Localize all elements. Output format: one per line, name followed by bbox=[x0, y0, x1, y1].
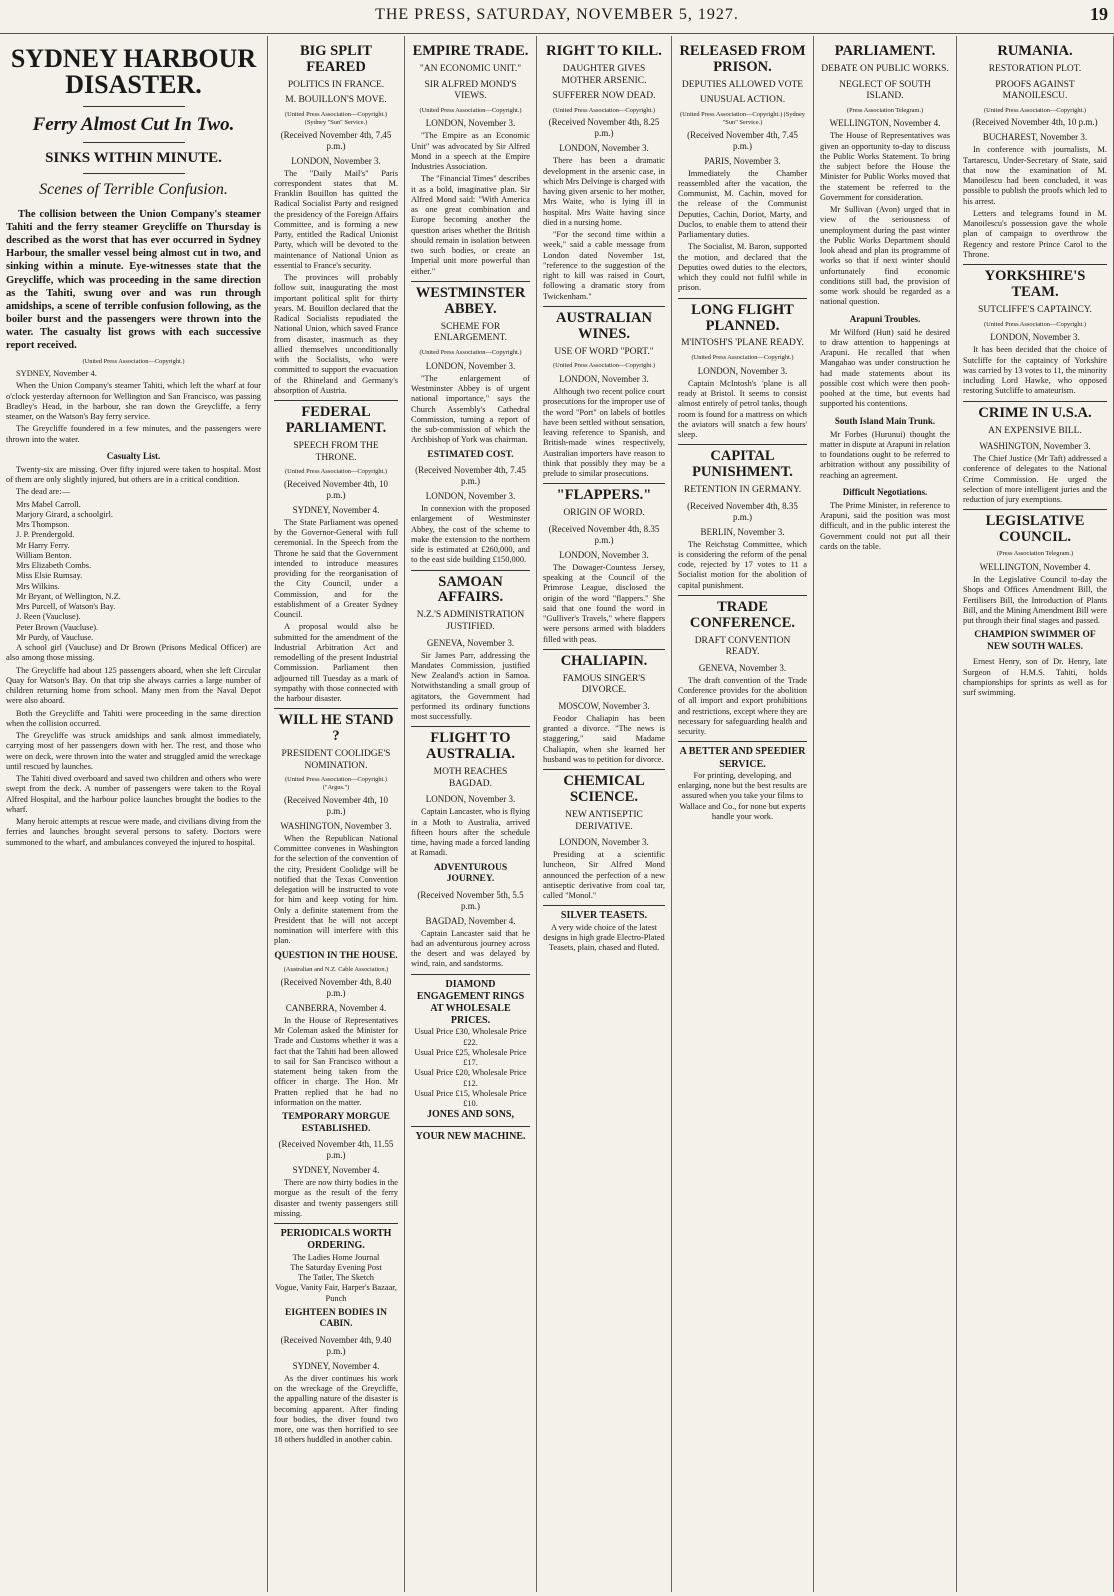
list-item: Mr Bryant, of Wellington, N.Z. bbox=[16, 591, 121, 601]
credit-line: (United Press Association—Copyright.) bbox=[552, 106, 656, 114]
credit-line: (Press Association Telegram.) bbox=[996, 550, 1074, 558]
received-line: (Received November 4th, 7.45 p.m.) bbox=[687, 129, 798, 151]
paragraph: In the House of Representatives Mr Coleman asked the Minister for Trade and Customs whether it was a fact that the Tahiti had been allowed to sail for San Francisco without a statement being taken from the officer in charge. The Hon. Mr Pratten replied that he had no information on the matter. bbox=[274, 1015, 398, 1107]
subheadline-3: Scenes of Terrible Confusion. bbox=[39, 181, 228, 199]
list-item: Mr Harry Ferry. bbox=[16, 540, 70, 550]
article-subhead: NEGLECT OF SOUTH ISLAND. bbox=[839, 79, 931, 102]
article-headline: CHALIAPIN. bbox=[543, 649, 665, 670]
received-line: (Received November 4th, 11.55 p.m.) bbox=[278, 1139, 394, 1161]
advert-item: Usual Price £25, Wholesale Price £17. bbox=[414, 1047, 527, 1068]
dateline: MOSCOW, November 3. bbox=[558, 700, 650, 711]
article-headline: LEGISLATIVE COUNCIL. bbox=[963, 509, 1107, 546]
column-6 bbox=[814, 36, 957, 1592]
article-headline: "FLAPPERS." bbox=[543, 483, 665, 504]
paragraph: Although two recent police court prosecutions for the improper use of the word "Port" on labels of bottles have been settled without sensation, leaving reference to Spanish, and British-made wines respectively, Australian importers have reason to think that possibly they may be a prelude to similar prosecutions. bbox=[543, 387, 665, 479]
paragraph: The dead are:— bbox=[16, 487, 70, 497]
advert-firm: JONES AND SONS, bbox=[427, 1109, 514, 1121]
advert-item: Usual Price £15, Wholesale Price £10. bbox=[414, 1088, 527, 1109]
credit-line: (United Press Association—Copyright.) bbox=[419, 348, 522, 356]
section-subhead: South Island Main Trunk. bbox=[834, 415, 936, 426]
article-headline: WESTMINSTER ABBEY. bbox=[411, 281, 530, 318]
advertisement bbox=[274, 1223, 398, 1304]
dateline: LONDON, November 3. bbox=[559, 549, 649, 560]
advertisement bbox=[411, 1126, 530, 1143]
paragraph: There has been a dramatic development in the arsenic case, in which Mrs Delvinge is charged with having given arsenic to her mother, Mrs Waite, who is lying ill in hospital. Mrs Waite having since died in a nursing home. bbox=[543, 156, 665, 227]
column-2 bbox=[268, 36, 405, 1592]
dateline: LONDON, November 3. bbox=[425, 360, 516, 371]
divider bbox=[83, 142, 185, 143]
article-headline: LONG FLIGHT PLANNED. bbox=[678, 298, 807, 335]
credit-line: (United Press Association—Copyright.) bbox=[419, 106, 522, 114]
section-subhead: Difficult Negotiations. bbox=[842, 486, 928, 497]
subheadline-2: SINKS WITHIN MINUTE. bbox=[45, 150, 222, 167]
advert-item: The Tatler, The Sketch bbox=[298, 1273, 374, 1283]
paragraph: Ernest Henry, son of Dr. Henry, late Surgeon of H.M.S. Tahiti, holds championships for sprints as well as for surf swimming. bbox=[963, 657, 1107, 698]
paragraph: Twenty-six are missing. Over fifty injured were taken to hospital. Most of them are only slightly injured, but others are in a critical condition. bbox=[6, 464, 261, 485]
list-item: Mrs Purcell, of Watson's Bay. bbox=[16, 602, 116, 612]
article-subhead: RETENTION IN GERMANY. bbox=[683, 485, 802, 496]
received-line: (Received November 4th, 7.45 p.m.) bbox=[280, 129, 392, 151]
credit-line: (Australian and N.Z. Cable Association.) bbox=[283, 966, 389, 974]
advert-title: DIAMOND ENGAGEMENT RINGS AT WHOLESALE PRICES. bbox=[416, 978, 525, 1027]
dateline: BUCHAREST, November 3. bbox=[982, 132, 1088, 143]
article-subhead: FAMOUS SINGER'S DIVORCE. bbox=[562, 673, 646, 696]
article-headline: FLIGHT TO AUSTRALIA. bbox=[411, 726, 530, 763]
advert-title: YOUR NEW MACHINE. bbox=[415, 1130, 526, 1142]
article-subhead: TEMPORARY MORGUE ESTABLISHED. bbox=[282, 1112, 390, 1134]
page-number: 19 bbox=[1090, 4, 1108, 24]
paragraph: In the Legislative Council to-day the Shops and Offices Amendment Bill, the Fertilisers Bill, the Introduction of Plants Bill, and the Mining Amendment Bill were put through their final stages and passed. bbox=[963, 575, 1107, 626]
article-headline: CHEMICAL SCIENCE. bbox=[543, 769, 665, 806]
article-subhead: DEPUTIES ALLOWED VOTE bbox=[681, 79, 804, 90]
paragraph: In conference with journalists, M. Tartarescu, Under-Secretary of State, said that now the examination of M. Manoilescu had been concluded, it was possible to publish the proofs which led to his arrest. bbox=[963, 145, 1107, 206]
article-subhead: M'INTOSH'S 'PLANE READY. bbox=[681, 338, 804, 349]
credit-line: (Press Association Telegram.) bbox=[846, 106, 924, 114]
paragraph: When the Union Company's steamer Tahiti, which left the wharf at four o'clock yesterday afternoon for Wellington and San Francisco, was passing Bradley's Head, in the harbour, she ran down the Greycliffe, a ferry steamer, on the Watson's Bay ferry service. bbox=[6, 381, 261, 422]
paragraph: Presiding at a scientific luncheon, Sir Alfred Mond announced the perfection of a new antiseptic derivative from coal tar, called "Monol." bbox=[543, 850, 665, 901]
masthead bbox=[0, 0, 1114, 34]
article-headline: RELEASED FROM PRISON. bbox=[679, 43, 806, 75]
article-headline: PARLIAMENT. bbox=[834, 43, 936, 59]
paragraph: The provinces will probably follow suit, inaugurating the most important political split for thirty years. M. Bouillon declared that the Radical Socialists repudiated the National Union, which saved France from disaster, inasmuch as they allied themselves unconditionally with the Socialists, who were committed to support the evacuation of the Rhineland and Germany's absorption of Austria. bbox=[274, 273, 398, 395]
article-subhead: ADVENTUROUS JOURNEY. bbox=[433, 862, 508, 885]
paragraph: The Socialist, M. Baron, supported the motion, and declared that the Deputies owed duties to the electors, which they could not fulfil while in prison. bbox=[678, 242, 807, 293]
article-subhead: NEW ANTISEPTIC DERIVATIVE. bbox=[565, 809, 643, 832]
list-item: Mrs Mabel Carroll. bbox=[16, 499, 81, 509]
lead-paragraph: The collision between the Union Company's steamer Tahiti and the ferry steamer Greycliffe on Thursday is described as the worst that has ever occurred in Sydney Harbour, the smaller vessel being almost cut in two, and sinking within a minute. Eye-witnesses state that the Greycliffe, which was proceeding in the same direction as the Tahiti, swung over and was run through amidships, a scene of terrible confusion following, as the boiler burst and the passengers were thrown into the water. The casualty list grows with each successive report received. bbox=[6, 208, 261, 352]
credit-line: (United Press Association—Copyright.) bbox=[983, 106, 1087, 114]
paragraph: Both the Greycliffe and Tahiti were proceeding in the same direction when the collision occurred. bbox=[6, 708, 261, 728]
article-headline: BIG SPLIT FEARED bbox=[299, 43, 373, 75]
paragraph: The draft convention of the Trade Conference provides for the abolition of all import and export prohibitions and restrictions, except where they are necessary for safeguarding health and security. bbox=[678, 675, 807, 737]
article-subhead: PRESIDENT COOLIDGE'S NOMINATION. bbox=[281, 749, 391, 771]
article-subhead: DEBATE ON PUBLIC WORKS. bbox=[821, 63, 949, 74]
advert-item: The Saturday Evening Post bbox=[290, 1262, 382, 1272]
article-subhead: M. BOUILLON'S MOVE. bbox=[285, 95, 387, 106]
list-item: Marjory Girard, a schoolgirl. bbox=[16, 509, 113, 519]
article-subhead: SPEECH FROM THE THRONE. bbox=[293, 440, 379, 463]
paragraph: The Prime Minister, in reference to Arapuni, said the position was most difficult, and in the public interest the Government could not put all their cards on the table. bbox=[820, 500, 950, 551]
advert-item: Vogue, Vanity Fair, Harper's Bazaar, Punch bbox=[275, 1283, 397, 1303]
dateline: SYDNEY, November 4. bbox=[292, 1165, 380, 1176]
paragraph: The Greycliffe was struck amidships and sank almost immediately, carrying most of her passengers down with her. The rest, and those who were on deck, were thrown into the water and struggled amid the wreckage until rescued by launches. bbox=[6, 731, 261, 771]
article-subhead: CHAMPION SWIMMER OF NEW SOUTH WALES. bbox=[974, 630, 1096, 652]
headline: SYDNEY HARBOUR DISASTER. bbox=[10, 44, 257, 99]
paragraph: The Chief Justice (Mr Taft) addressed a conference of delegates to the National Crime Commission. He urged the selection of more intelligent juries and the reduction of jury exemptions. bbox=[963, 454, 1107, 505]
advert-item: Usual Price £30, Wholesale Price £22. bbox=[414, 1027, 527, 1047]
paragraph: "The Empire as an Economic Unit" was advocated by Sir Alfred Mond in a speech at the Empire Industries Association. bbox=[411, 131, 530, 172]
dateline: WASHINGTON, November 3. bbox=[280, 820, 392, 831]
article-subhead: SUFFERER NOW DEAD. bbox=[552, 91, 656, 102]
dateline: LONDON, November 3. bbox=[425, 118, 516, 129]
dateline: BAGDAD, November 4. bbox=[425, 915, 516, 926]
advert-title: PERIODICALS WORTH ORDERING. bbox=[280, 1228, 392, 1252]
paragraph: A proposal would also be submitted for the amendment of the Industrial Arbitration Act and remodelling of the present Industrial Commission. Parliament then adjourned till Tuesday as a mark of sympathy with those connected with the harbour disaster. bbox=[274, 622, 398, 704]
article-subhead: POLITICS IN FRANCE. bbox=[287, 79, 385, 90]
casualty-list bbox=[6, 500, 261, 644]
paragraph: The State Parliament was opened by the Governor-General with full ceremonial. In the Speech from the Throne he said that the Government intended to introduce measures providing for the reorganisation of the City Council, under a Commission, and for the establishment of a Greater Sydney Council. bbox=[274, 517, 398, 620]
article-headline: RUMANIA. bbox=[997, 43, 1073, 59]
list-item: Mrs Thompson. bbox=[16, 520, 70, 530]
advert-text: A very wide choice of the latest designs in high grade Electro-Plated Teasets, plain, chased and fluted. bbox=[543, 922, 665, 953]
article-subhead: ORIGIN OF WORD. bbox=[563, 508, 645, 519]
paragraph: Mr Wilford (Hutt) said he desired to draw attention to happenings at Arapuni. He recalled that when Mangahao was under construction he had made statements about its possible cost which were then pooh-poohed at the time, but events had supported his contentions. bbox=[820, 327, 950, 409]
paragraph: Immediately the Chamber reassembled after the vacation, the Communist, M. Cachin, moved for the release of the Communist Deputies, Cachin, Doriot, Marty, and Duclos, to enable them to attend their Parliamentary duties. bbox=[678, 168, 807, 240]
list-item: J. Reen (Vaucluse). bbox=[16, 612, 81, 622]
column-5 bbox=[672, 36, 814, 1592]
credit-line: (United Press Association—Copyright.) bbox=[284, 468, 388, 476]
section-subhead: Arapuni Troubles. bbox=[849, 313, 921, 324]
credit-line: (United Press Association—Copyright.) bbox=[691, 354, 794, 362]
received-line: (Received November 4th, 10 p.m.) bbox=[284, 478, 388, 500]
paragraph: Captain Lancaster said that he had an adventurous journey across the desert and was delayed by wind, rain, and sandstorms. bbox=[411, 928, 530, 969]
list-item: Miss Elsie Rumsay. bbox=[16, 571, 83, 581]
article-headline: CAPITAL PUNISHMENT. bbox=[678, 444, 807, 481]
column-3 bbox=[405, 36, 537, 1592]
dateline: BERLIN, November 3. bbox=[700, 526, 785, 537]
paragraph: Many heroic attempts at rescue were made, and civilians diving from the ferries and launches brought several persons to safety. Doctors were summoned to the wharf, and ambulances conveyed the injured to hospital. bbox=[6, 817, 261, 847]
column-4 bbox=[537, 36, 672, 1592]
article-headline: EMPIRE TRADE. bbox=[412, 43, 529, 59]
divider bbox=[83, 173, 185, 174]
article-subhead: MOTH REACHES BAGDAD. bbox=[433, 767, 508, 789]
advertisement bbox=[543, 905, 665, 953]
paragraph: In connexion with the proposed enlargement of Westminster Abbey, the cost of the scheme to make the extension to the northern side is estimated at £260,000, and to the east side building £150,000. bbox=[411, 504, 530, 565]
dateline: GENEVA, November 3. bbox=[426, 637, 515, 648]
paragraph: The House of Representatives was given an opportunity to-day to discuss the Public Works Statement. To bring the subject before the House the Minister for Public Works moved that the statement be referred to the Government for consideration. bbox=[820, 131, 950, 202]
credit-line: (United Press Association—Copyright.) bbox=[552, 362, 656, 370]
received-line: (Received November 4th, 7.45 p.m.) bbox=[415, 465, 526, 487]
column-7 bbox=[957, 36, 1114, 1592]
dateline: LONDON, November 3. bbox=[425, 794, 516, 805]
article-subhead: QUESTION IN THE HOUSE. bbox=[274, 950, 398, 961]
received-line: (Received November 4th, 8.40 p.m.) bbox=[280, 977, 392, 998]
list-item: Mrs Wilkins. bbox=[16, 581, 60, 591]
article-headline: SAMOAN AFFAIRS. bbox=[411, 570, 530, 607]
received-line: (Received November 4th, 8.35 p.m.) bbox=[687, 500, 798, 522]
paragraph: The Greycliffe had about 125 passengers aboard, when she left Circular Quay for Watson's Bay. On that trip she always carries a large number of children returning home from school. Many men from the Naval Depot were also aboard. bbox=[6, 665, 261, 706]
article-headline: AUSTRALIAN WINES. bbox=[543, 306, 665, 343]
dateline: LONDON, November 3. bbox=[990, 332, 1080, 343]
advert-text: For printing, developing, and enlarging, none but the best results are assured when you take your films to Wallace and Co., for none but experts handle your work. bbox=[678, 770, 807, 821]
masthead-title: THE PRESS, SATURDAY, NOVEMBER 5, 1927. bbox=[375, 6, 739, 23]
dateline: CANBERRA, November 4. bbox=[285, 1002, 387, 1013]
article-subhead: SIR ALFRED MOND'S VIEWS. bbox=[424, 79, 517, 102]
dateline: LONDON, November 3. bbox=[697, 365, 788, 376]
list-item: Mr Purdy, of Vaucluse. bbox=[16, 632, 94, 642]
paragraph: The Tahiti dived overboard and saved two children and others who were swept from the deck. A number of passengers were taken to the Royal Alfred Hospital, and the harbour police launches brought the bodies to the wharf. bbox=[6, 774, 261, 814]
received-line: (Received November 4th, 9.40 p.m.) bbox=[280, 1335, 392, 1356]
advertisement bbox=[678, 741, 807, 822]
article-subhead: USE OF WORD "PORT." bbox=[554, 346, 654, 357]
list-item: J. P. Prendergold. bbox=[16, 530, 75, 540]
credit-line: (United Press Association—Copyright.) (Sydney "Sun" Service.) bbox=[284, 111, 388, 126]
article-subhead: UNUSUAL ACTION. bbox=[699, 95, 786, 106]
paragraph: A school girl (Vaucluse) and Dr Brown (Prisons Medical Officer) are also among those missing. bbox=[6, 643, 261, 663]
article-headline: RIGHT TO KILL. bbox=[546, 43, 662, 59]
paragraph: It has been decided that the choice of Sutcliffe for the captaincy of Yorkshire was carried by 13 votes to 11, the minority including Lord Hawke, who opposed restoring Sutcliffe to amateurism. bbox=[963, 345, 1107, 396]
article-subhead: SUTCLIFFE'S CAPTAINCY. bbox=[978, 305, 1092, 316]
received-line: (Received November 4th, 10 p.m.) bbox=[972, 117, 1098, 128]
article-headline: TRADE CONFERENCE. bbox=[678, 595, 807, 632]
credit-line: (United Press Association—Copyright.) bbox=[983, 320, 1087, 328]
article-subhead: RESTORATION PLOT. bbox=[988, 63, 1082, 74]
column-1 bbox=[0, 36, 268, 1592]
article-subhead: PROOFS AGAINST MANOILESCU. bbox=[995, 79, 1075, 102]
article-subhead: ESTIMATED COST. bbox=[427, 449, 514, 460]
credit-line: (United Press Association—Copyright.) bbox=[82, 358, 185, 366]
paragraph: When the Republican National Committee convenes in Washington for the selection of the convention of the city, President Coolidge will be notified that the Texas Convention delegation will be instructed to vote for him and keep voting for him. Only a definite statement from the President that he will not accept nomination will interfere with this plan. bbox=[274, 833, 398, 946]
received-line: (Received November 4th, 8.35 p.m.) bbox=[548, 523, 660, 545]
dateline: LONDON, November 3. bbox=[291, 155, 381, 166]
subheadline: Ferry Almost Cut In Two. bbox=[32, 114, 235, 135]
paragraph: Letters and telegrams found in M. Manoilescu's possession gave the whole plan of campaign to overthrow the Regency and restore Prince Carol to the Throne. bbox=[963, 208, 1107, 259]
paragraph: There are now thirty bodies in the morgue as the result of the ferry disaster and twenty passengers still missing. bbox=[274, 1178, 398, 1218]
section-subhead: Casualty List. bbox=[106, 450, 161, 461]
dateline: SYDNEY, November 4. bbox=[16, 369, 97, 379]
credit-line: (United Press Association—Copyright.) (Sydney "Sun" Service.) bbox=[680, 111, 805, 126]
paragraph: Captain Lancaster, who is flying in a Moth to Australia, arrived fifteen hours after the schedule time, having made a forced landing at Ramadi. bbox=[411, 807, 530, 858]
list-item: Peter Brown (Vaucluse). bbox=[16, 622, 99, 632]
paragraph: Feodor Chaliapin has been granted a divorce. "The news is staggering," said Madame Chaliapin, when she learned her husband was to petition for divorce. bbox=[543, 713, 665, 764]
dateline: LONDON, November 3. bbox=[425, 491, 516, 502]
received-line: (Received November 5th, 5.5 p.m.) bbox=[417, 889, 524, 911]
paragraph: Sir James Parr, addressing the Mandates Commission, justified New Zealand's action in Samoa. Notwithstanding a small group of agitators, the Government had performed its ordinary functions most successfully. bbox=[411, 650, 530, 721]
article-headline: CRIME IN U.S.A. bbox=[963, 401, 1107, 422]
article-subhead: DRAFT CONVENTION READY. bbox=[694, 635, 791, 658]
list-item: Mrs Elizabeth Combs. bbox=[16, 561, 92, 571]
dateline: LONDON, November 3. bbox=[559, 837, 649, 848]
dateline: LONDON, November 3. bbox=[559, 143, 649, 154]
paragraph: The Reichstag Committee, which is considering the reform of the penal code, rejected by 17 votes to 11 a Socialist motion for the abolition of capital punishment. bbox=[678, 539, 807, 590]
article-subhead: EIGHTEEN BODIES IN CABIN. bbox=[285, 1307, 387, 1330]
credit-line: (United Press Association—Copyright.) ("Argus.") bbox=[284, 776, 388, 792]
dateline: WELLINGTON, November 4. bbox=[829, 118, 941, 129]
article-headline: WILL HE STAND ? bbox=[274, 708, 398, 745]
paragraph: Mr Sullivan (Avon) urged that in view of the seriousness of unemployment during the past winter the Public Works Department should look ahead and plan its programme of works so that if next winter should unfortunately find economic conditions still bad, the provision of some work should be regarded as a national question. bbox=[820, 205, 950, 307]
article-subhead: "AN ECONOMIC UNIT." bbox=[419, 63, 522, 74]
divider bbox=[83, 106, 185, 107]
dateline: SYDNEY, November 4. bbox=[292, 504, 380, 515]
paragraph: The Dowager-Countess Jersey, speaking at the Council of the Primrose League, disclosed the origin of the word "flappers." She said that one found the word in "Gulliver's Travels," where flappers were persons armed with bladders filled with peas. bbox=[543, 562, 665, 644]
paragraph: The Greycliffe foundered in a few minutes, and the passengers were thrown into the water. bbox=[6, 424, 261, 444]
article-subhead: SCHEME FOR ENLARGEMENT. bbox=[434, 321, 507, 344]
paragraph: The "Financial Times" describes it as a bold, imaginative plan. Sir Alfred Mond said: "With America as one great combination and Europe becoming another the question arises whether the British should remain in isolation between two such bodies, or create an Imperial unit more powerful than either." bbox=[411, 174, 530, 276]
article-headline: FEDERAL PARLIAMENT. bbox=[274, 400, 398, 437]
paragraph: As the diver continues his work on the wreckage of the Greycliffe, the appalling nature of the disaster is becoming apparent. After finding four bodies, the diver found two more, one was then horrified to see 18 others huddled in another cabin. bbox=[274, 1373, 398, 1445]
advert-item: The Ladies Home Journal bbox=[292, 1252, 380, 1262]
paragraph: Mr Forbes (Hurunui) thought the matter in dispute at Arapuni in relation to foundations ought to be referred to arbitration without any possibility of reaching an agreement. bbox=[820, 429, 950, 480]
advert-item: Usual Price £20, Wholesale Price £12. bbox=[414, 1068, 527, 1088]
list-item: William Benton. bbox=[16, 550, 72, 560]
dateline: LONDON, November 3. bbox=[559, 374, 649, 385]
article-subhead: DAUGHTER GIVES MOTHER ARSENIC. bbox=[561, 63, 647, 86]
paragraph: Captain McIntosh's 'plane is all ready at Bristol. It seems to consist almost entirely of petrol tanks, though room is found for a mattress on which the aviators will snatch a few hours' sleep. bbox=[678, 378, 807, 440]
received-line: (Received November 4th, 10 p.m.) bbox=[284, 794, 388, 816]
dateline: PARIS, November 3. bbox=[704, 155, 781, 166]
dateline: SYDNEY, November 4. bbox=[292, 1360, 380, 1371]
advertisement bbox=[411, 974, 530, 1122]
dateline: WASHINGTON, November 3. bbox=[979, 441, 1091, 452]
dateline: WELLINGTON, November 4. bbox=[979, 562, 1091, 573]
received-line: (Received November 4th, 8.25 p.m.) bbox=[548, 117, 660, 139]
advert-title: SILVER TEASETS. bbox=[560, 910, 648, 922]
article-headline: YORKSHIRE'S TEAM. bbox=[963, 264, 1107, 301]
paragraph: "For the second time within a week," said a cable message from London dated November 1st, "reference to the suggestion of the right to kill was raised in Court, following a dramatic story from Twickenham." bbox=[543, 230, 665, 301]
paragraph: "The enlargement of Westminster Abbey is of urgent national importance," says the Church Assembly's Cathedral Commission, turning a report of the sub-commission of which the Archbishop of York was chairman. bbox=[411, 373, 530, 445]
article-subhead: N.Z.'S ADMINISTRATION JUSTIFIED. bbox=[416, 610, 525, 632]
paragraph: The "Daily Mail's" Paris correspondent states that M. Franklin Bouillon has quitted the Radical Socialist Party and resigned the presidency of the Foreign Affairs Committee, and is forming a new Party, entitled the Radical Unionist Party, which will be devoted to the maintenance of National Union as essential to France's security. bbox=[274, 168, 398, 270]
advert-title: A BETTER AND SPEEDIER SERVICE. bbox=[679, 746, 806, 770]
dateline: GENEVA, November 3. bbox=[698, 662, 787, 673]
article-subhead: AN EXPENSIVE BILL. bbox=[988, 425, 1082, 436]
